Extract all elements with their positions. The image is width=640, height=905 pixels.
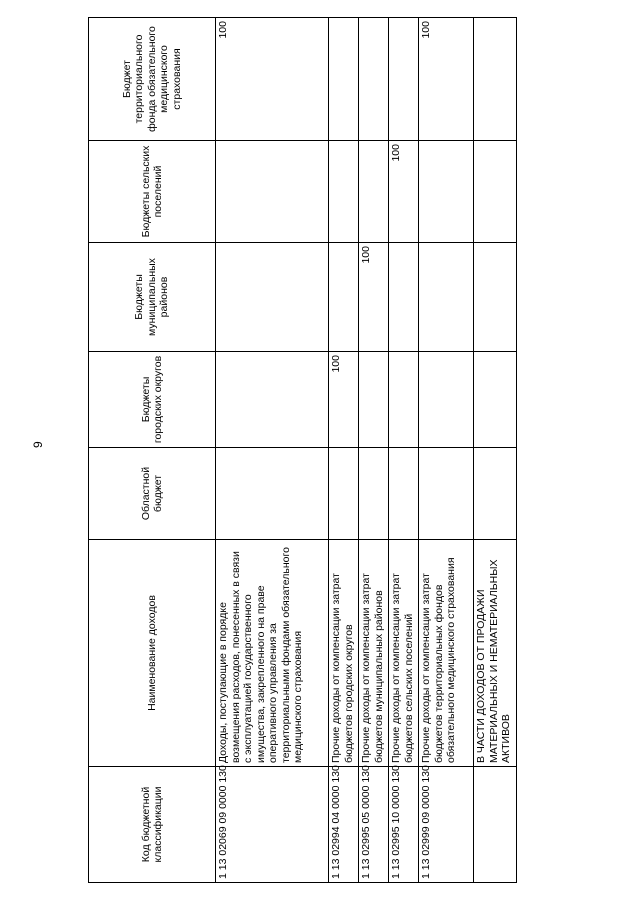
table-row [329,18,359,883]
row-name: Прочие доходы от компенсации затрат бюджетов территориальных фондов обязательного медицинского страхования [419,540,474,767]
row-value-regional [389,448,419,540]
row-name: Доходы, поступающие в порядке возмещения расходов, понесенных в связи с эксплуатацией государственного имущества, закрепленного на праве оперативного управления за территориальными фондами обязательного медицинского страхования [216,540,329,767]
row-value-city [474,352,517,448]
page-number: 9 [31,441,45,448]
row-code: 1 13 02994 04 0000 130 [329,767,359,883]
row-code: 1 13 02995 10 0000 130 [389,767,419,883]
row-value-municipal [329,243,359,352]
header-city-districts: Бюджеты городских округов [89,352,216,448]
row-value-municipal [389,243,419,352]
row-code [474,767,517,883]
row-code: 1 13 02999 09 0000 130 [419,767,474,883]
header-name: Наименование доходов [89,540,216,767]
row-value-fund [389,18,419,141]
row-value-rural [216,141,329,243]
row-value-fund: 100 [419,18,474,141]
row-value-regional [474,448,517,540]
income-classification-table [88,17,517,883]
row-value-regional [419,448,474,540]
row-code: 1 13 02995 05 0000 130 [359,767,389,883]
row-value-regional [359,448,389,540]
row-value-municipal [419,243,474,352]
row-value-rural: 100 [389,141,419,243]
row-value-city [216,352,329,448]
row-value-rural [419,141,474,243]
row-value-city: 100 [329,352,359,448]
row-value-regional [329,448,359,540]
row-value-fund [329,18,359,141]
row-value-rural [359,141,389,243]
rotated-table-container [88,18,512,883]
table-row [359,18,389,883]
row-code: 1 13 02069 09 0000 130 [216,767,329,883]
row-value-municipal [216,243,329,352]
row-value-rural [329,141,359,243]
row-name: Прочие доходы от компенсации затрат бюджетов городских округов [329,540,359,767]
header-municipal-districts: Бюджеты муниципальных районов [89,243,216,352]
table-row-section [474,18,517,883]
header-medical-insurance-fund: Бюджет территориального фонда обязательного медицинского страхования [89,18,216,141]
row-name: Прочие доходы от компенсации затрат бюджетов муниципальных районов [359,540,389,767]
section-heading: В ЧАСТИ ДОХОДОВ ОТ ПРОДАЖИ МАТЕРИАЛЬНЫХ И НЕМАТЕРИАЛЬНЫХ АКТИВОВ [474,540,517,767]
header-rural-settlements: Бюджеты сельских поселений [89,141,216,243]
row-value-city [419,352,474,448]
row-value-fund [359,18,389,141]
table-row [216,18,329,883]
row-value-city [389,352,419,448]
row-value-regional [216,448,329,540]
table-row [389,18,419,883]
row-value-municipal: 100 [359,243,389,352]
row-value-fund [474,18,517,141]
table-row [419,18,474,883]
row-value-municipal [474,243,517,352]
row-name: Прочие доходы от компенсации затрат бюджетов сельских поселений [389,540,419,767]
header-code: Код бюджетной классификации [89,767,216,883]
row-value-city [359,352,389,448]
table-header-row [89,18,216,883]
row-value-fund: 100 [216,18,329,141]
header-regional-budget: Областной бюджет [89,448,216,540]
row-value-rural [474,141,517,243]
